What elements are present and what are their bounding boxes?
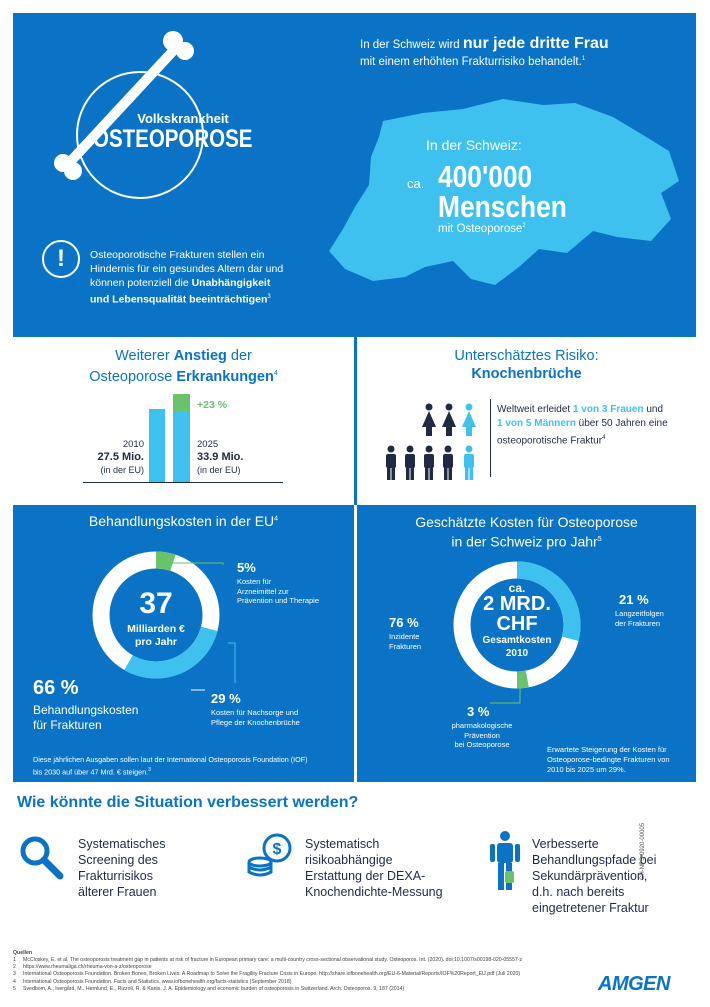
source-4: 4 International Osteoporosis Foundation. Facts and Statistics. www.iofbonehealth.org/facts-statistics (September 2018) bbox=[13, 978, 292, 985]
bar-2010 bbox=[149, 409, 165, 482]
map-number: 400'000 bbox=[438, 159, 533, 194]
hero-panel bbox=[13, 13, 696, 337]
baseline bbox=[83, 482, 283, 483]
eu-p66-desc: Behandlungskosten für Frakturen bbox=[33, 703, 139, 732]
leg-fracture-icon bbox=[488, 830, 522, 892]
risk-text: Weltweit erleidet 1 von 3 Frauen und 1 von 5 Männern über 50 Jahren eine osteoporotische Fraktur$^4$ bbox=[497, 404, 668, 447]
svg-text:$: $ bbox=[272, 841, 282, 858]
note-2025: (in der EU) bbox=[197, 465, 241, 475]
value-2010: 27.5 Mio. bbox=[97, 451, 144, 463]
map-sub: mit Osteoporose$^2$ bbox=[438, 223, 526, 235]
title-big: OSTEOPOROSE bbox=[93, 125, 253, 153]
improve-item-2: Systematisch risikoabhängige Erstattung der DEXA- Knochendichte-Messung bbox=[305, 837, 443, 899]
ch-p76: 76 % bbox=[389, 615, 419, 630]
eu-p5-desc: Kosten für Arzneimittel zur Prävention und Therapie bbox=[237, 577, 320, 605]
magnifier-icon bbox=[18, 834, 64, 880]
ch-center-l1: 2 MRD. bbox=[483, 593, 551, 615]
ch-costs-panel bbox=[357, 505, 696, 782]
increase-panel bbox=[13, 337, 354, 505]
ch-center-ca: ca. bbox=[508, 581, 526, 595]
source-5: 5 Svedbom, A., Ivergård, M., Hernlund, E., Rizzoli, R. & Kanis, J. A. Epidemiology and economic burden of osteoporosis in Switzerland. Arch. Osteoporos. 9, 187 (2014) bbox=[13, 985, 405, 992]
map-people: Menschen bbox=[438, 189, 567, 224]
eu-note: Diese jährlichen Ausgaben sollen laut der International Osteoporosis Foundation (IOF) bis 2030 auf über 47 Mrd. € steigen.$^3$ bbox=[33, 755, 308, 777]
increase-pct: +23 % bbox=[197, 399, 228, 411]
ch-title: Geschätzte Kosten für Osteoporose in der Schweiz pro Jahr$^5$ bbox=[415, 514, 638, 550]
source-3: 3 International Osteoporosis Foundation. Broken Bones, Broken Lives: A Roadmap to Solve the Fragility Fracture Crisis in Europe. http://share.iofbonehealth.org/EU-6-Material/Reports/IOF%20Report_EU.pdf (Juli 2020) bbox=[13, 971, 521, 978]
improve-question: Wie könnte die Situation verbessert werden? bbox=[17, 794, 359, 811]
note-2010: (in der EU) bbox=[100, 465, 144, 475]
eu-center-l1: Milliarden € bbox=[127, 623, 185, 635]
ch-p21: 21 % bbox=[619, 592, 649, 607]
ch-center-l2: CHF bbox=[496, 613, 538, 635]
eu-leader-lines bbox=[13, 505, 354, 782]
bar-2025-base bbox=[173, 411, 190, 482]
alert-text: Osteoporotische Frakturen stellen ein Hindernis für ein gesundes Altern dar und können potenziell die Unabhängigkeit und Lebensqualität beeinträchtigen$^3$ bbox=[90, 249, 284, 306]
map-ca: ca. bbox=[407, 176, 425, 191]
risk-panel bbox=[357, 337, 696, 505]
ch-p76-desc: Inzidente Frakturen bbox=[389, 632, 422, 651]
map-label: In der Schweiz: bbox=[426, 137, 522, 153]
increase-title: Weiterer Anstieg der Osteoporose Erkrankungen$^4$ bbox=[89, 348, 278, 385]
improve-item-3: Verbesserte Behandlungspfade bei Sekundärprävention, d.h. nach bereits eingetretener Fraktur bbox=[532, 837, 657, 915]
alert-icon: ! bbox=[42, 240, 80, 278]
sources-list bbox=[13, 957, 593, 993]
ch-note: Erwartete Steigerung der Kosten für Osteoporose-bedingte Frakturen von 2010 bis 2025 um 29%. bbox=[547, 745, 670, 774]
source-1: 1 McCloskey, E. et al. The osteoporosis treatment gap in patients at risk of fracture in European primary care: a multi-country cross-sectional observational study. Osteoporos. Int. (2020). doi:10.1007/s00198-020-05557-z bbox=[13, 957, 523, 963]
eu-title: Behandlungskosten in der $EU^4$ bbox=[88, 513, 279, 529]
year-2025: 2025 bbox=[197, 439, 219, 450]
ch-p3: 3 % bbox=[467, 704, 490, 719]
ch-p3-desc: pharmakologische Prävention bei Osteoporose bbox=[451, 721, 513, 749]
men-icons bbox=[383, 445, 483, 481]
eu-p29-desc: Kosten für Nachsorge und Pflege der Knochenbrüche bbox=[211, 708, 300, 727]
sources-heading: Quellen bbox=[13, 950, 33, 956]
ch-center-l4: 2010 bbox=[505, 648, 529, 659]
value-2025: 33.9 Mio. bbox=[197, 451, 244, 463]
improve-item-1: Systematisches Screening des Frakturrisikos älterer Frauen bbox=[78, 837, 166, 899]
coins-icon bbox=[246, 832, 294, 878]
top-statement: In der Schweiz wird nur jede dritte Frau mit einem erhöhten Frakturrisiko behandelt.$^1$ bbox=[360, 35, 609, 68]
eu-p5: 5% bbox=[237, 560, 256, 575]
eu-center-l2: pro Jahr bbox=[134, 636, 177, 648]
eu-costs-panel bbox=[13, 505, 354, 782]
risk-title: Unterschätztes Risiko: Knochenbrüche bbox=[454, 348, 599, 382]
year-2010: 2010 bbox=[122, 439, 144, 450]
ch-p21-desc: Langzeitfolgen der Frakturen bbox=[615, 609, 664, 628]
eu-p29: 29 % bbox=[211, 691, 241, 706]
bone-icon bbox=[33, 23, 203, 183]
bar-2025-increase bbox=[173, 394, 190, 411]
risk-separator bbox=[490, 399, 491, 477]
ch-center-l3: Gesamtkosten bbox=[482, 635, 552, 646]
document-code: CH-NPS-0920-00005 bbox=[640, 822, 646, 880]
eu-center-num: 37 bbox=[139, 587, 173, 620]
source-2: 2 https://www.rheumaliga.ch/rheuma-von-a-z/osteoporose bbox=[13, 964, 152, 971]
eu-p66: 66 % bbox=[33, 677, 79, 699]
amgen-logo: AMGEN bbox=[598, 973, 670, 995]
title-small: Volkskrankheit bbox=[137, 111, 229, 126]
women-icons bbox=[421, 403, 481, 437]
